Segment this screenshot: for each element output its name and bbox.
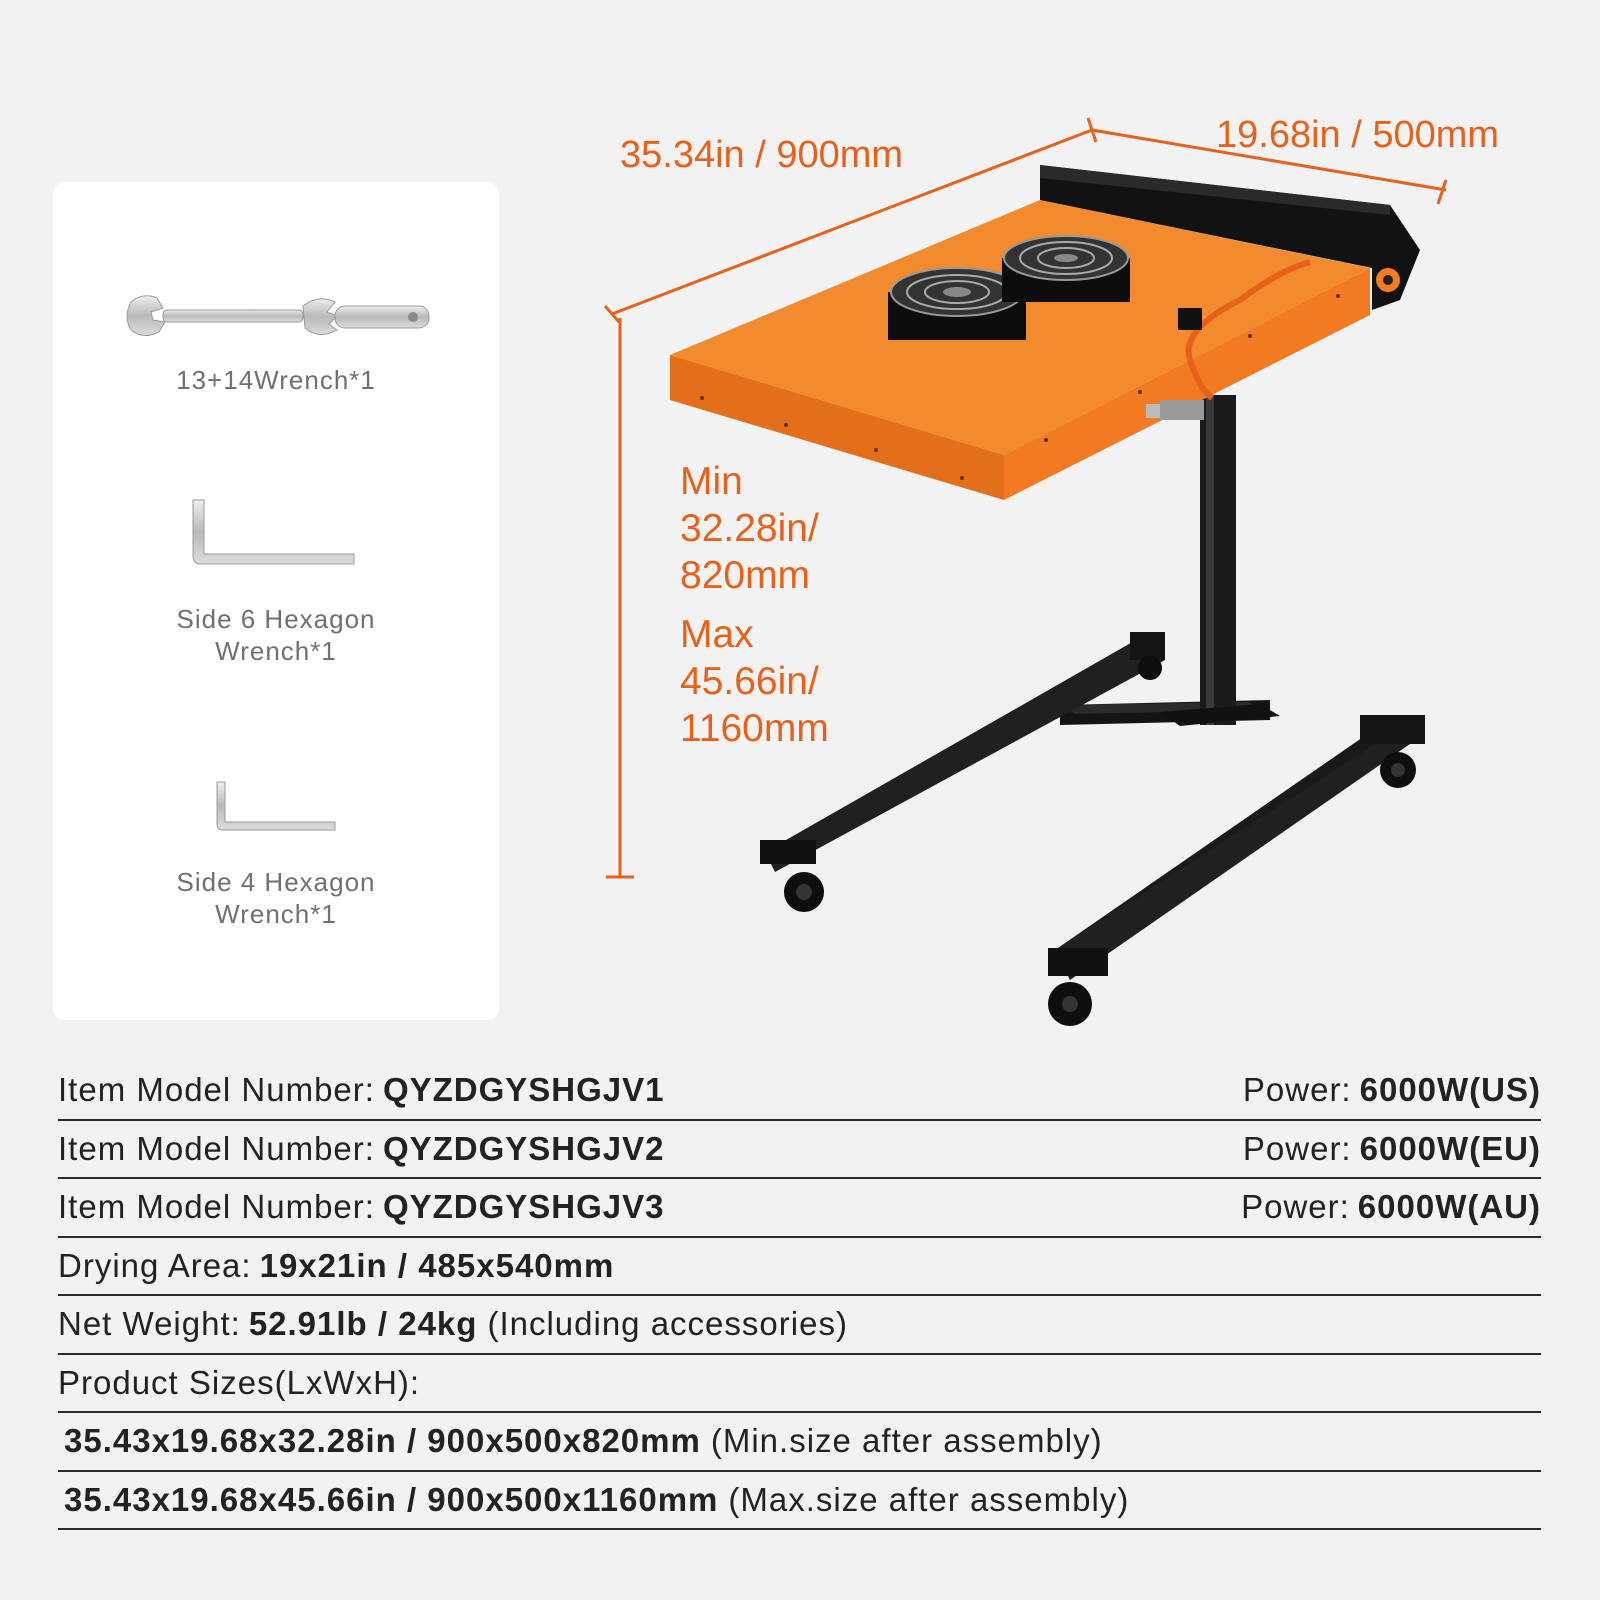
size-min-value: 35.43x19.68x32.28in / 900x500x820mm	[64, 1422, 701, 1460]
spec-row-drying-area	[58, 1238, 1541, 1297]
spec-row-model-3	[58, 1179, 1541, 1238]
base-frame	[760, 632, 1425, 1026]
size-max-note: (Max.size after assembly)	[728, 1480, 1130, 1518]
model-value: QYZDGYSHGJV3	[382, 1188, 665, 1226]
model-value: QYZDGYSHGJV2	[382, 1129, 665, 1167]
drying-area-label: Drying Area:	[58, 1246, 252, 1284]
dryer-table-top	[670, 165, 1420, 500]
drying-area-value: 19x21in / 485x540mm	[259, 1246, 615, 1284]
length-dimension-label: 35.34in / 900mm	[620, 134, 904, 176]
spec-row-model-2	[58, 1121, 1541, 1180]
power-label: Power:	[1242, 1071, 1352, 1109]
net-weight-value: 52.91lb / 24kg	[248, 1305, 478, 1343]
spec-row-size-min	[58, 1413, 1541, 1472]
model-value: QYZDGYSHGJV1	[382, 1071, 665, 1109]
power-label: Power:	[1242, 1129, 1352, 1167]
accessory-label-wrench: 13+14Wrench*1	[176, 365, 376, 395]
model-label: Item Model Number:	[58, 1129, 375, 1167]
power-value: 6000W(EU)	[1359, 1129, 1541, 1167]
accessory-label-hex4: Side 4 Hexagon Wrench*1	[176, 867, 376, 929]
size-max-value: 35.43x19.68x45.66in / 900x500x1160mm	[64, 1480, 719, 1518]
max-height-label: Max 45.66in/ 1160mm	[680, 613, 829, 750]
support-column	[1160, 395, 1280, 726]
power-value: 6000W(AU)	[1357, 1188, 1541, 1226]
width-dimension-label: 19.68in / 500mm	[1216, 114, 1500, 156]
net-weight-label: Net Weight:	[58, 1305, 241, 1343]
net-weight-note: (Including accessories)	[487, 1305, 848, 1343]
model-label: Item Model Number:	[58, 1188, 375, 1226]
power-value: 6000W(US)	[1359, 1071, 1541, 1109]
size-min-note: (Min.size after assembly)	[710, 1422, 1103, 1460]
accessory-label-hex6: Side 6 Hexagon Wrench*1	[176, 604, 376, 666]
spec-row-size-max	[58, 1472, 1541, 1531]
spec-row-net-weight	[58, 1296, 1541, 1355]
model-label: Item Model Number:	[58, 1071, 375, 1109]
spec-row-product-sizes	[58, 1355, 1541, 1414]
spec-table	[58, 1062, 1541, 1530]
product-sizes-label: Product Sizes(LxWxH):	[58, 1363, 421, 1401]
min-height-label: Min 32.28in/ 820mm	[680, 460, 819, 597]
spec-row-model-1	[58, 1062, 1541, 1121]
fan-right	[1002, 236, 1130, 302]
power-label: Power:	[1241, 1188, 1350, 1226]
